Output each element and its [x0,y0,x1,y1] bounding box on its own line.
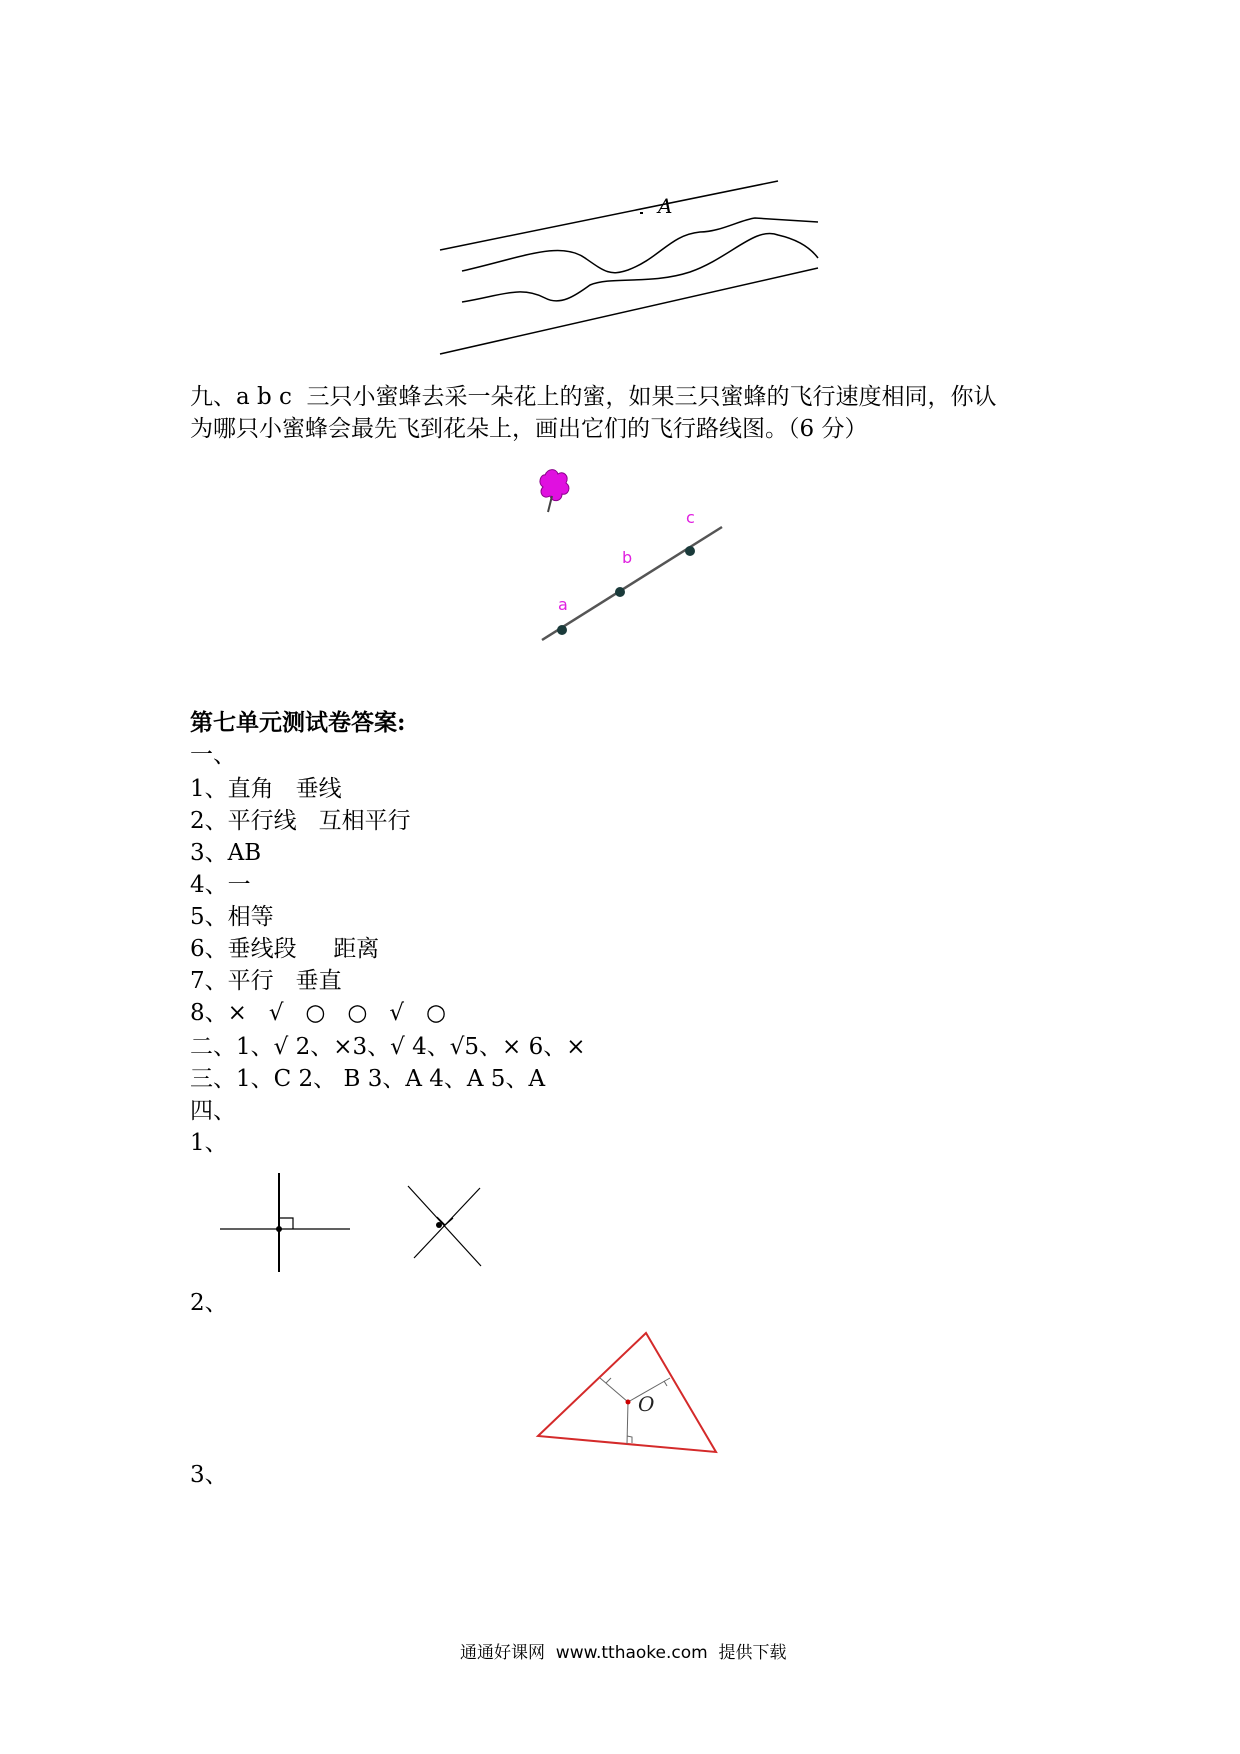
answers-title: 第七单元测试卷答案: [190,709,406,736]
answer-item: 1、直角 垂线 [190,776,342,802]
answer-4-3-label: 3、 [190,1462,228,1488]
point-a-label: A [658,194,673,218]
page-footer: 通通好课网 www.tthaoke.com 提供下载 [460,1643,787,1663]
question-9-line-1: 九、a b c 三只小蜜蜂去采一朵花上的蜜，如果三只蜜蜂的飞行速度相同，你认 [190,384,997,410]
answer-4-1-label: 1、 [190,1130,228,1156]
answers-section-1: 一、 [190,742,236,768]
answers-section-3: 三、1、C 2、 B 3、A 4、A 5、A [190,1066,546,1092]
answer-item: 2、平行线 互相平行 [190,808,411,834]
question-9-line-2: 为哪只小蜜蜂会最先飞到花朵上，画出它们的飞行路线图。（6 分） [190,416,868,442]
answers-section-4: 四、 [190,1098,236,1124]
answer-item: 6、垂线段 距离 [190,936,380,962]
bee-b-label: b [622,548,633,567]
answer-item: 8、× √ ○ ○ √ ○ [190,1000,447,1026]
answers-section-2: 二、1、√ 2、×3、√ 4、√5、× 6、× [190,1034,586,1060]
bee-c-label: c [686,508,695,527]
answer-item: 5、相等 [190,904,274,930]
answer-item: 7、平行 垂直 [190,968,342,994]
answer-4-2-label: 2、 [190,1290,228,1316]
point-o-label: O [638,1392,655,1416]
answer-item: 4、一 [190,872,251,898]
answer-item: 3、AB [190,840,262,866]
bee-a-label: a [558,595,568,614]
